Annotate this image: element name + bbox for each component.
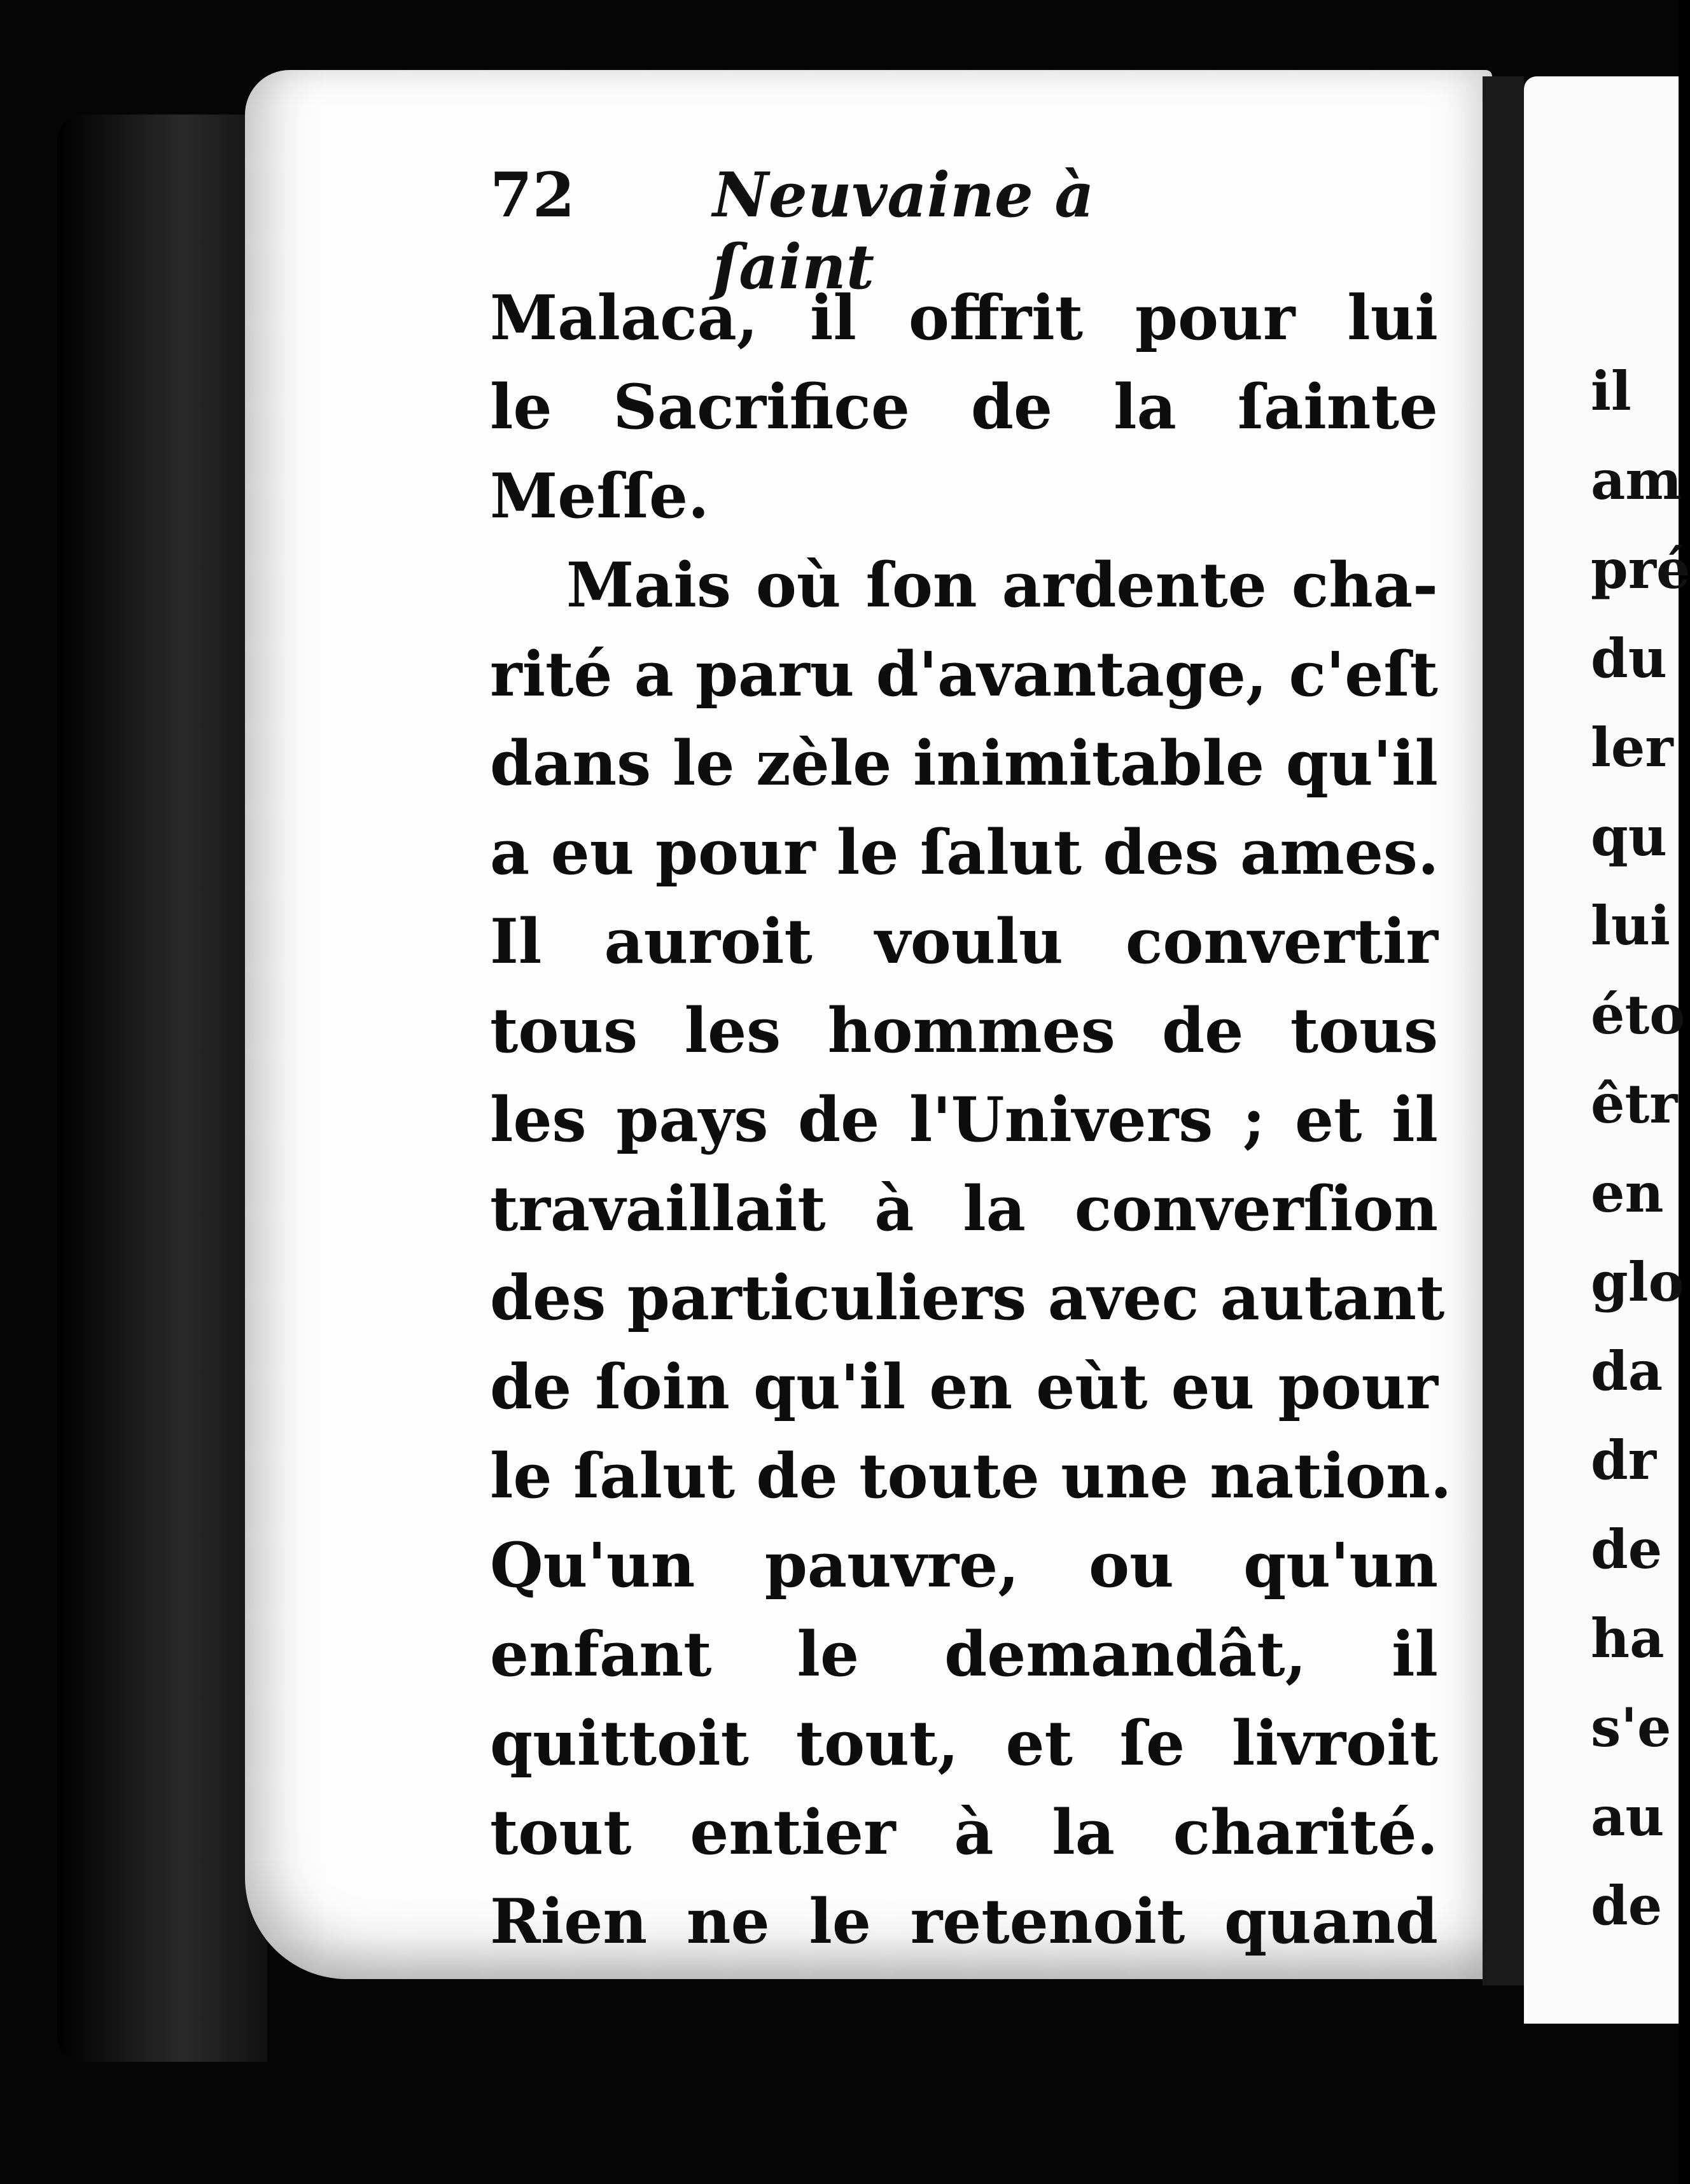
running-title: Neuvaine à ſaint [713, 159, 1094, 303]
text-line: les pays de l'Univers ; et il [490, 1084, 1438, 1156]
fragment-line: s'e [1591, 1696, 1672, 1759]
text-line: Qu'un pauvre, ou qu'un [490, 1529, 1438, 1601]
fragment-line: il [1591, 360, 1631, 423]
text-line: le Sacrifice de la ſainte [490, 371, 1438, 443]
fragment-line: ler [1591, 716, 1673, 779]
fragment-line: de [1591, 1874, 1663, 1937]
fragment-line: am [1591, 449, 1682, 512]
text-line: a eu pour le ſalut des ames. [490, 816, 1439, 888]
page-gutter [1483, 76, 1524, 1985]
fragment-line: dr [1591, 1429, 1656, 1492]
text-line: Malaca, il offrit pour lui [490, 282, 1438, 354]
page-header [490, 146, 1260, 303]
text-line: Mais où ſon ardente cha- [566, 549, 1438, 621]
text-line: le ſalut de toute une nation. [490, 1440, 1452, 1512]
text-line: enfant le demandât, il [490, 1618, 1438, 1690]
facing-page-text-fragments [1591, 347, 1690, 1950]
fragment-line: en [1591, 1161, 1664, 1224]
fragment-line: de [1591, 1518, 1663, 1581]
text-line: de ſoin qu'il en eùt eu pour [490, 1351, 1438, 1423]
fragment-line: da [1591, 1340, 1663, 1403]
fragment-line: glo [1591, 1250, 1684, 1313]
page-body-text [490, 274, 1452, 1966]
text-line: rité a paru d'avantage, c'eſt [490, 638, 1438, 710]
text-line: Meſſe. [490, 460, 709, 532]
fragment-line: qu [1591, 805, 1667, 868]
fragment-line: ha [1591, 1607, 1665, 1670]
fragment-line: pré [1591, 538, 1690, 601]
text-line: des particuliers avec autant [490, 1262, 1445, 1334]
text-line: quittoit tout, et ſe livroit [490, 1707, 1438, 1779]
fragment-line: lui [1591, 894, 1670, 957]
fragment-line: au [1591, 1785, 1665, 1848]
page-number: 72 [490, 159, 575, 231]
text-line: Rien ne le retenoit quand [490, 1886, 1438, 1957]
text-line: tous les hommes de tous [490, 995, 1438, 1067]
book-binding [57, 115, 267, 2062]
text-line: travaillait à la converſion [490, 1173, 1438, 1245]
fragment-line: éto [1591, 983, 1686, 1046]
text-line: Il auroit voulu convertir [490, 906, 1438, 977]
text-line: dans le zèle inimitable qu'il [490, 727, 1438, 799]
fragment-line: du [1591, 627, 1667, 690]
text-line: tout entier à la charité. [490, 1796, 1438, 1868]
fragment-line: êtr [1591, 1072, 1678, 1135]
